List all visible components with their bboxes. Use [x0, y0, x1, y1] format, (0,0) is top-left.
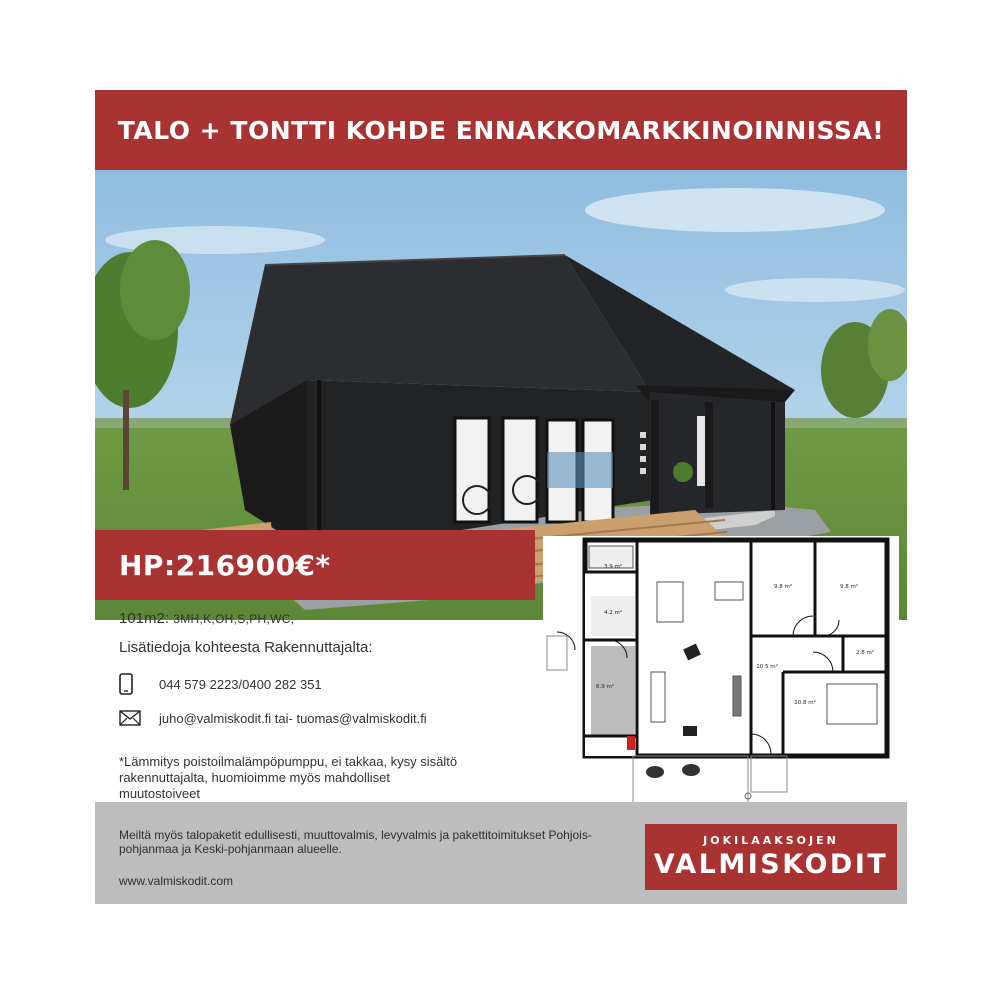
page-title: TALO + TONTTI KOHDE ENNAKKOMARKKINOINNISSA!	[117, 115, 885, 145]
room-label-r6: 2.8 m²	[855, 650, 875, 656]
more-info-heading: Lisätiedoja kohteesta Rakennuttajalta:	[119, 639, 373, 656]
room-label-r1: 3.9 m²	[603, 564, 623, 570]
heating-note: *Lämmitys poistoilmalämpöpumppu, ei takkaa, kysy sisältö rakennuttajalta, huomioimme myös mahdolliset muutostoiveet	[119, 754, 458, 801]
room-list: 3MH,K,OH,S,PH,WC,	[173, 612, 295, 626]
phone-icon	[119, 672, 149, 696]
listing-info	[119, 610, 539, 802]
logo-title: VALMISKODIT	[653, 849, 889, 880]
room-label-r3: 6.9 m²	[595, 684, 615, 690]
room-label-r4: 9.8 m²	[773, 584, 793, 590]
price-label: HP:216900€*	[119, 548, 331, 582]
phone-number[interactable]: 044 579 2223/0400 282 351	[159, 676, 322, 692]
specs-line	[119, 610, 539, 627]
email-contact	[119, 706, 539, 730]
room-label-r8: 10.8 m²	[794, 700, 816, 706]
logo-subtitle: JOKILAAKSOJEN	[703, 834, 839, 847]
envelope-icon	[119, 706, 149, 730]
header-banner	[95, 90, 907, 170]
email-addresses[interactable]: juho@valmiskodit.fi tai- tuomas@valmiskodit.fi	[159, 710, 427, 726]
price-banner	[95, 530, 535, 600]
footer-description: Meiltä myös talopaketit edullisesti, muuttovalmis, levyvalmis ja pakettitoimitukset Pohjois-pohjanmaa ja Keski-pohjanmaan alueelle.	[119, 828, 592, 856]
phone-contact	[119, 672, 539, 696]
room-label-r7: 10.5 m²	[756, 664, 778, 670]
floor-plan	[543, 536, 899, 810]
footer	[95, 802, 907, 904]
room-label-r5: 9.8 m²	[839, 584, 859, 590]
website-link[interactable]: www.valmiskodit.com	[119, 874, 234, 888]
listing-card	[95, 90, 907, 904]
room-label-r2: 4.2 m²	[603, 610, 623, 616]
house-size: 101m2:	[119, 610, 170, 627]
company-logo	[645, 824, 897, 890]
